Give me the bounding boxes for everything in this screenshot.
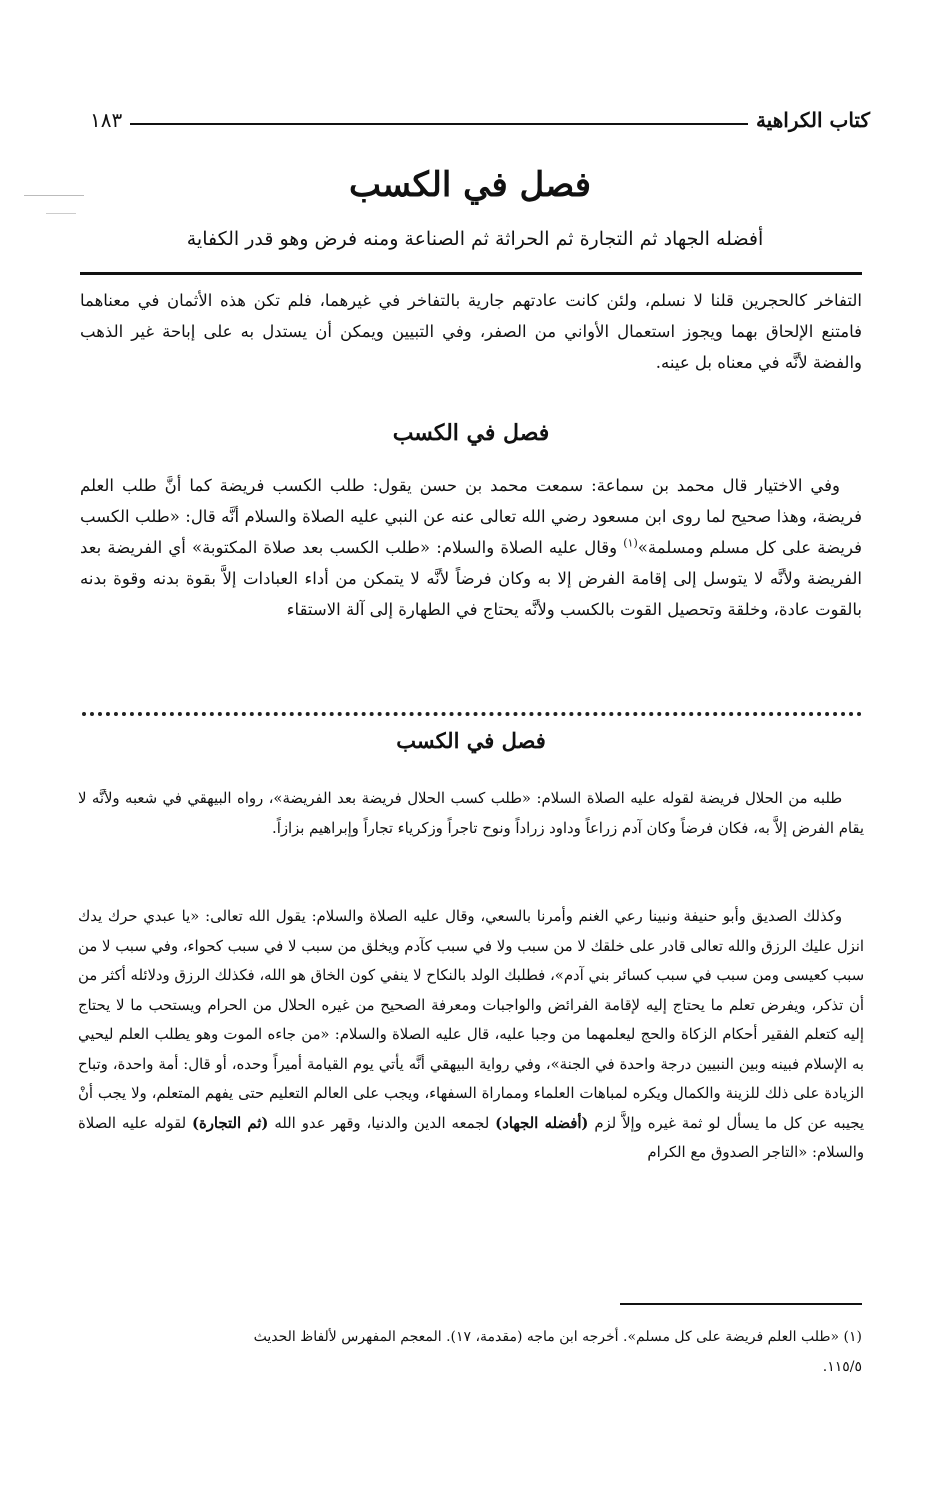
- commentary-paragraph: [80, 470, 862, 625]
- footnote-text-end: ١١٥/٥.: [822, 1359, 862, 1375]
- gloss-paragraph-2: [78, 902, 864, 1168]
- quoted-matn-phrase: (ثم التجارة): [192, 1114, 269, 1132]
- gloss-section-heading: فصل في الكسب: [396, 728, 546, 753]
- margin-scan-mark: [46, 213, 76, 214]
- gloss-paragraph-2-end: لقوله عليه الصلاة والسلام: «التاجر الصدوق مع الكرام: [78, 1114, 864, 1161]
- page-number: ١٨٣: [90, 108, 123, 132]
- running-header: [90, 100, 870, 140]
- footnote-text: «طلب العلم فريضة على كل مسلم». أخرجه ابن ماجه (مقدمة، ١٧). المعجم المفهرس لألفاظ الحديث: [253, 1329, 840, 1345]
- commentary-paragraph-start: وفي الاختيار قال محمد بن سماعة: سمعت محمد بن حسن يقول: طلب الكسب فريضة كما أنَّ طلب العلم فريضة، وهذا صحيح لما روى ابن مسعود رضي الله تعالى عنه عن النبي عليه الصلاة والسلام أنَّه قال: «طلب الكسب فريضة على كل مسلم ومسلمة»: [80, 476, 862, 557]
- commentary-section-heading: فصل في الكسب: [392, 420, 550, 446]
- footnote: [80, 1322, 862, 1382]
- commentary-opening-paragraph: التفاخر كالحجرين قلنا لا نسلم، ولئن كانت عادتهم جارية بالتفاخر في غيرهما، فلم تكن هذه الأثمان في معناهما فامتنع الإلحاق بهما ويجوز استعمال الأواني من الصفر، وفي التبيين ويمكن أن يستدل به على إباحة غير الذهب والفضة لأنَّه في معناه بل عينه.: [80, 291, 862, 372]
- footnote-reference[interactable]: (١): [623, 536, 638, 550]
- footnote-marker: (١): [843, 1329, 862, 1345]
- dotted-divider: [82, 712, 862, 716]
- matn-text: أفضله الجهاد ثم التجارة ثم الحراثة ثم الصناعة ومنه فرض وهو قدر الكفاية: [186, 228, 764, 250]
- gloss-paragraph-1: طلبه من الحلال فريضة لقوله عليه الصلاة السلام: «طلب كسب الحلال فريضة بعد الفريضة»، رواه البيهقي في شعبه ولأنَّه لا يقام الفرض إلاَّ به، فكان فرضاً وكان آدم زراعاً وداود زراداً ونوح تاجراً وزكرياء تجاراً وإبراهيم بزازاً.: [78, 790, 864, 837]
- running-book-title: كتاب الكراهية: [755, 108, 870, 132]
- gloss-paragraph-2-middle: لجمعه الدين والدنيا، وقهر عدو الله: [268, 1114, 496, 1132]
- gloss-paragraph-2-start: وكذلك الصديق وأبو حنيفة ونبينا رعي الغنم وأمرنا بالسعي، وقال عليه الصلاة والسلام: يقول الله تعالى: «يا عبدي حرك يدك انزل عليك الرزق والله تعالى قادر على خلقك لا من سبب ولا في سبب كآدم ويخلق من سبب لا في سبب كحواء، وفي سبب لا من سبب كعيسى ومن سبب في سبب كسائر بني آدم»، فطلبك الولد بالنكاح لا ينفي كون الخاق هو الله، فكذلك الرزق ودلائله أكثر من أن تذكر، ويفرض تعلم ما يحتاج إليه لإقامة الفرائض والواجبات ومعرفة الصحيح من غيره الحلال من الحرام ويستحب ما لا يحتاج إليه كتعلم الفقير أحكام الزكاة والحج ليعلمهما من وجبا عليه، قال عليه الصلاة والسلام: «من جاءه الموت وهو يطلب العلم ليحيي به الإسلام فبينه وبين النبيين درجة واحدة في الجنة»، وفي رواية البيهقي أنَّه يأتي يوم القيامة أميراً وحده، أو قال: أمة واحدة، وتباح الزيادة على ذلك للزينة والكمال ويكره لمباهات العلماء ومماراة السفهاء، ويجب على العالم التعليم حتى يفهم المتعلم، ولا يجب أنْ يجيبه عن كل ما يسأل لو ثمة غيره وإلاَّ لزم: [78, 908, 864, 1132]
- chapter-title: فصل في الكسب: [348, 165, 592, 205]
- quoted-matn-phrase: (أفضله الجهاد): [495, 1114, 589, 1132]
- commentary-paragraph-end: وقال عليه الصلاة والسلام: «طلب الكسب بعد صلاة المكتوبة» أي الفريضة بعد الفريضة ولأنَّه لا يتوسل إلى إقامة الفرض إلا به وكان فرضاً لأنَّه لا يتمكن من أداء العبادات إلاَّ بقوة بدنه وقوة بدنه بالقوت عادة، وخلقة وتحصيل القوت بالكسب ولأنَّه يحتاج في الطهارة إلى آلة الاستقاء: [80, 538, 862, 619]
- footnote-rule: [620, 1303, 862, 1305]
- margin-scan-mark: [24, 195, 84, 196]
- header-rule: [130, 123, 748, 125]
